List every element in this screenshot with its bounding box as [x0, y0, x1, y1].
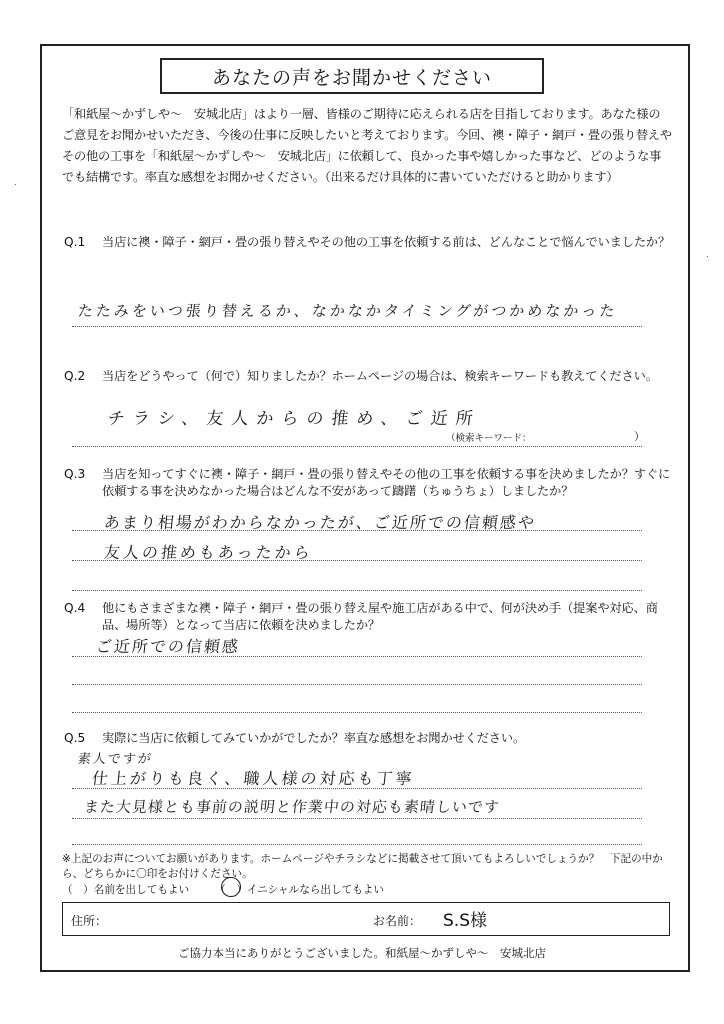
question-number: Q.5 — [64, 731, 86, 745]
title-text: あなたの声をお聞かせください — [211, 66, 492, 89]
form-title — [160, 58, 544, 94]
answer-line — [72, 560, 642, 561]
address-name-box — [62, 902, 670, 936]
scan-dot: . — [14, 178, 17, 187]
answer-line — [72, 656, 642, 657]
question-4 — [64, 600, 676, 634]
answer-5-line-3: また大見様とも事前の説明と作業中の対応も素晴しいです — [83, 798, 501, 816]
question-number: Q.4 — [64, 601, 86, 615]
intro-paragraph: 「和紙屋～かずしや～ 安城北店」はより一層、皆様のご期待に応えられる店を目指しております。あなた様のご意見をお聞かせいただき、今後の仕事に反映したいと考えております。今回、襖・障子・網戸・畳の張り替えやその他の工事を「和紙屋～かずしや～ 安城北店」に依頼して、良かった事や嬉しかった事など、どのような事でも結構です。率直な感想をお聞かせください。（出来るだけ具体的に書いていただけると助かります） — [62, 107, 672, 184]
question-1 — [64, 234, 676, 251]
keyword-label: （検索キーワード： — [446, 433, 532, 444]
footer-thanks: ご協力本当にありがとうございました。和紙屋～かずしや～ 安城北店 — [178, 946, 546, 960]
answer-line — [72, 590, 642, 591]
question-text: 実際に当店に依頼してみていかがでしたか？率直な感想をお聞かせください。 — [102, 731, 526, 745]
question-3 — [64, 466, 676, 500]
answer-line — [72, 446, 642, 447]
answer-line — [72, 530, 642, 531]
answer-5-line-1: 素人ですが — [77, 752, 154, 767]
answer-1-line-1: たたみをいつ張り替えるか、なかなかタイミングがつかめなかった — [77, 302, 619, 320]
scan-dot: . — [706, 250, 709, 259]
answer-line — [72, 818, 642, 819]
answer-3-line-2: 友人の推めもあったから — [102, 543, 314, 562]
selected-circle-mark — [221, 877, 241, 897]
address-label: 住所： — [71, 914, 108, 928]
question-number: Q.2 — [64, 369, 86, 383]
name-label: お名前： — [373, 914, 422, 928]
answer-3-line-1: あまり相場がわからなかったが、ご近所での信頼感や — [102, 513, 537, 532]
question-5 — [64, 730, 676, 747]
publication-notice: ※上記のお声についてお願いがあります。ホームページやチラシなどに掲載させて頂いてもよろしいでしょうか？ 下記の中から、どちらかに〇印をお付けください。 — [62, 853, 663, 880]
question-2 — [64, 368, 676, 385]
answer-line — [72, 684, 642, 685]
answer-line — [72, 326, 642, 327]
keyword-close: ） — [634, 430, 645, 443]
answer-line — [72, 788, 642, 789]
question-text: 他にもさまざまな襖・障子・網戸・畳の張り替え屋や施工店がある中で、何が決め手（提案や対応、商品、場所等）となって当店に依頼を決めましたか？ — [102, 601, 658, 632]
name-value: S.S様 — [443, 911, 487, 931]
answer-4-line-1: ご近所での信頼感 — [94, 637, 241, 656]
question-text: 当店を知ってすぐに襖・障子・網戸・畳の張り替えやその他の工事を依頼する事を決めましたか？すぐに依頼する事を決めなかった場合はどんな不安があって躊躇（ちゅうちょ）しましたか？ — [102, 467, 671, 498]
question-text: 当店をどうやって（何で）知りましたか？ホームページの場合は、検索キーワードも教えてください。 — [102, 369, 658, 383]
answer-5-line-2: 仕上がりも良く、職人様の対応も丁寧 — [90, 769, 416, 788]
question-text: 当店に襖・障子・網戸・畳の張り替えやその他の工事を依頼する前は、どんなことで悩んでいましたか？ — [102, 235, 671, 249]
option-initials-ok[interactable]: （ ）イニシャルなら出してもよい — [215, 884, 384, 896]
answer-2-line-1: チラシ、友人からの推め、ご近所 — [106, 409, 482, 429]
answer-line — [72, 712, 642, 713]
answer-line — [72, 844, 642, 845]
question-number: Q.3 — [64, 467, 86, 481]
option-name-ok[interactable]: （ ）名前を出してもよい — [62, 884, 190, 896]
question-number: Q.1 — [64, 235, 86, 249]
